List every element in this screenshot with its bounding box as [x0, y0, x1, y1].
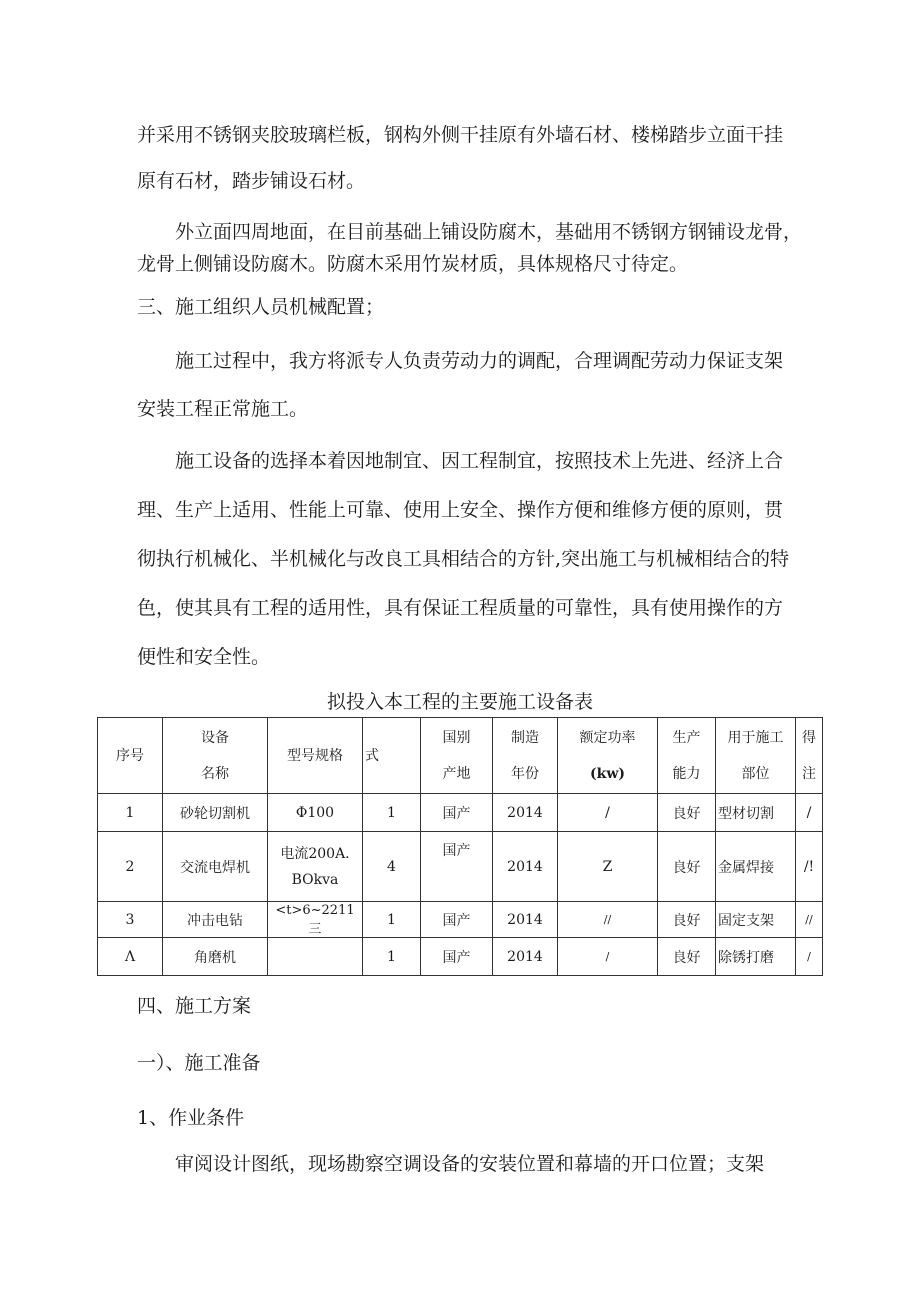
cell-model: Φ100	[268, 794, 363, 832]
cell-name: 交流电焊机	[163, 832, 268, 902]
cell-use: 金属焊接	[716, 832, 796, 902]
header-seq: 序号	[98, 718, 163, 794]
cell-origin: 国产	[421, 794, 493, 832]
cell-use: 固定支架	[716, 902, 796, 938]
cell-power: /	[558, 938, 658, 976]
cell-note: /!	[796, 832, 823, 902]
header-power: 额定功率 (kw)	[558, 718, 658, 794]
section-heading: 三、施工组织人员机械配置；	[137, 296, 385, 318]
text-line: 龙骨上侧铺设防腐木。防腐木采用竹炭材质，具体规格尺寸待定。	[137, 253, 689, 275]
text-line: 理、生产上适用、性能上可靠、使用上安全、操作方便和维修方便的原则，贯	[137, 499, 784, 521]
header-model: 型号规格	[268, 718, 363, 794]
cell-year: 2014	[493, 902, 558, 938]
text-line: 并采用不锈钢夹胶玻璃栏板，钢构外侧干挂原有外墙石材、楼梯踏步立面干挂	[137, 124, 784, 146]
cell-qty: 4	[363, 832, 421, 902]
header-capacity: 生产 能力	[658, 718, 716, 794]
header-origin: 国别 产地	[421, 718, 493, 794]
cell-origin: 国产	[421, 902, 493, 938]
cell-origin: 国产	[421, 938, 493, 976]
cell-qty: 1	[363, 938, 421, 976]
text-line: 安装工程正常施工。	[137, 398, 309, 420]
text-line: 外立面四周地面，在目前基础上铺设防腐木，基础用不锈钢方钢铺设龙骨，	[175, 221, 803, 243]
cell-capacity: 良好	[658, 902, 716, 938]
header-qty: 式	[363, 718, 421, 794]
cell-seq: Λ	[98, 938, 163, 976]
cell-year: 2014	[493, 832, 558, 902]
cell-note: //	[796, 902, 823, 938]
cell-year: 2014	[493, 794, 558, 832]
section-heading: 四、施工方案	[137, 995, 252, 1017]
table-row	[98, 794, 823, 832]
cell-power: Z	[558, 832, 658, 902]
header-year: 制造 年份	[493, 718, 558, 794]
text-line: 便性和安全性。	[137, 646, 271, 668]
cell-qty: 1	[363, 902, 421, 938]
cell-name: 冲击电钻	[163, 902, 268, 938]
cell-name: 砂轮切割机	[163, 794, 268, 832]
cell-capacity: 良好	[658, 938, 716, 976]
cell-qty: 1	[363, 794, 421, 832]
cell-seq: 3	[98, 902, 163, 938]
table-row	[98, 832, 823, 902]
cell-note: /	[796, 938, 823, 976]
text-line: 施工过程中，我方将派专人负责劳动力的调配，合理调配劳动力保证支架	[175, 350, 784, 372]
header-use: 用于施工 部位	[716, 718, 796, 794]
cell-seq: 1	[98, 794, 163, 832]
table-header-row	[98, 718, 823, 794]
cell-power: /	[558, 794, 658, 832]
cell-model: 电流200A. BOkva	[268, 832, 363, 902]
cell-capacity: 良好	[658, 832, 716, 902]
cell-use: 型材切割	[716, 794, 796, 832]
header-name: 设备 名称	[163, 718, 268, 794]
cell-power: //	[558, 902, 658, 938]
cell-name: 角磨机	[163, 938, 268, 976]
item-heading: 1、作业条件	[137, 1107, 245, 1129]
cell-capacity: 良好	[658, 794, 716, 832]
cell-seq: 2	[98, 832, 163, 902]
equipment-table	[97, 717, 823, 976]
cell-model	[268, 938, 363, 976]
table-row	[98, 938, 823, 976]
cell-use: 除锈打磨	[716, 938, 796, 976]
text-line: 施工设备的选择本着因地制宜、因工程制宜，按照技术上先进、经济上合	[175, 450, 784, 472]
cell-origin: 国产	[421, 832, 493, 902]
cell-note: /	[796, 794, 823, 832]
text-line: 审阅设计图纸，现场勘察空调设备的安装位置和幕墙的开口位置；支架	[175, 1153, 765, 1175]
text-line: 色，使其具有工程的适用性，具有保证工程质量的可靠性，具有使用操作的方	[137, 597, 784, 619]
cell-model: <t>6~2211三	[268, 902, 363, 938]
text-line: 彻执行机械化、半机械化与改良工具相结合的方针,突出施工与机械相结合的特	[137, 548, 790, 570]
header-note: 得 注	[796, 718, 823, 794]
text-line: 原有石材，踏步铺设石材。	[137, 170, 366, 192]
cell-year: 2014	[493, 938, 558, 976]
table-row	[98, 902, 823, 938]
subsection-heading: 一）、施工准备	[137, 1052, 261, 1074]
table-caption: 拟投入本工程的主要施工设备表	[326, 691, 593, 713]
